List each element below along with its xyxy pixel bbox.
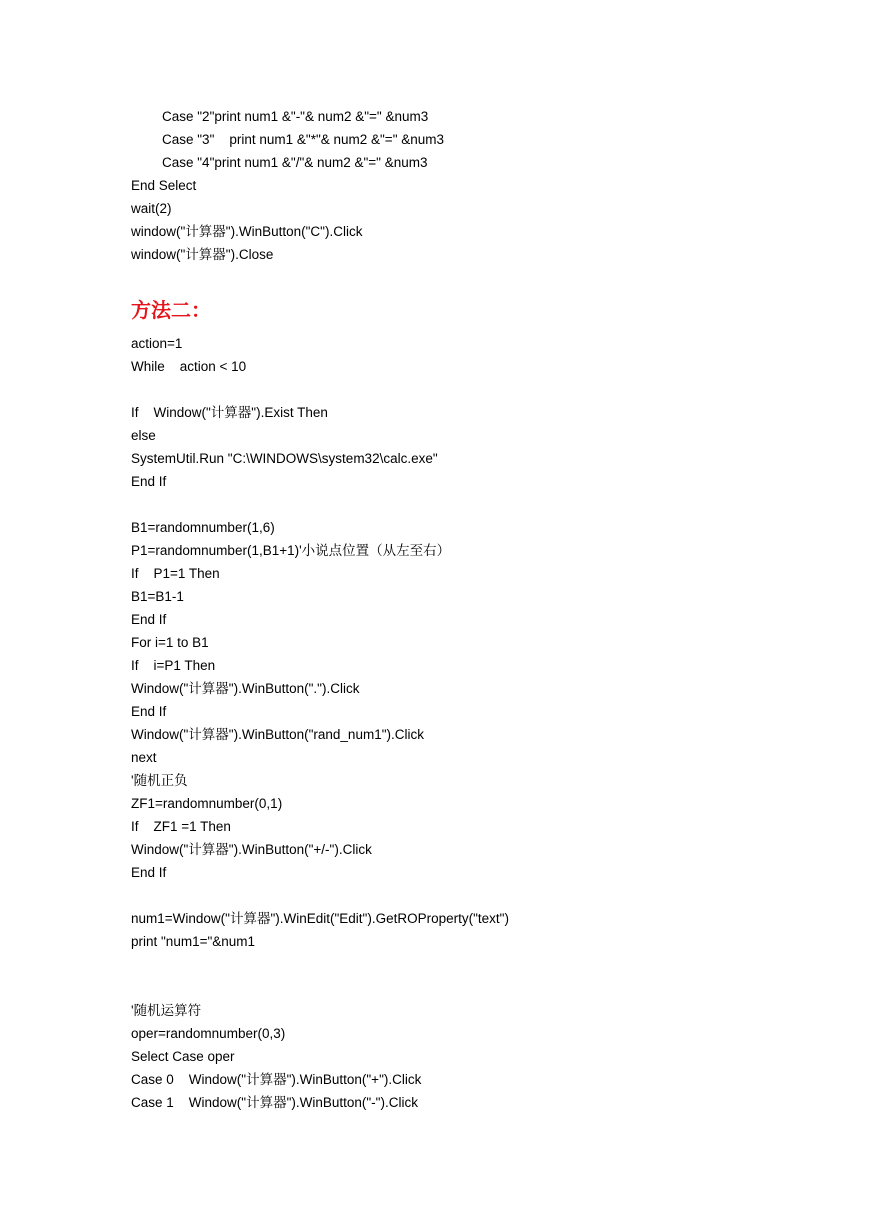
blank-line (131, 378, 831, 401)
code-line: num1=Window("计算器").WinEdit("Edit").GetROProperty("text") (131, 911, 509, 926)
code-line: window("计算器").Close (131, 247, 274, 262)
section-heading-method-two: 方法二： (131, 298, 211, 322)
code-comment-line: '随机运算符 (131, 1003, 202, 1018)
code-line: oper=randomnumber(0,3) (131, 1026, 286, 1041)
code-line: If ZF1 =1 Then (131, 819, 231, 834)
code-line: For i=1 to B1 (131, 635, 209, 650)
code-line: Case "3" print num1 &"*"& num2 &"=" &num3 (162, 132, 445, 147)
code-line: print "num1="&num1 (131, 934, 256, 949)
code-line: B1=B1-1 (131, 589, 184, 604)
code-line: B1=randomnumber(1,6) (131, 520, 275, 535)
code-line: else (131, 428, 156, 443)
code-line: ZF1=randomnumber(0,1) (131, 796, 283, 811)
code-line: Case 1 Window("计算器").WinButton("-").Click (131, 1095, 418, 1110)
code-line: Select Case oper (131, 1049, 235, 1064)
code-comment-line: '随机正负 (131, 773, 188, 788)
code-line: Window("计算器").WinButton("+/-").Click (131, 842, 372, 857)
blank-line (131, 884, 831, 907)
code-line: If P1=1 Then (131, 566, 220, 581)
code-line: While action < 10 (131, 359, 247, 374)
code-line: End If (131, 865, 167, 880)
code-line: window("计算器").WinButton("C").Click (131, 224, 363, 239)
code-line: End Select (131, 178, 197, 193)
code-line: Window("计算器").WinButton("rand_num1").Click (131, 727, 424, 742)
code-line: If Window("计算器").Exist Then (131, 405, 328, 420)
code-block-method-one-end (131, 105, 831, 266)
blank-line (131, 493, 831, 516)
code-line: End If (131, 612, 167, 627)
code-line: If i=P1 Then (131, 658, 216, 673)
code-line: wait(2) (131, 201, 172, 216)
code-line: End If (131, 704, 167, 719)
code-line: next (131, 750, 157, 765)
code-line: SystemUtil.Run "C:\WINDOWS\system32\calc.exe" (131, 451, 438, 466)
code-block-method-two (131, 332, 831, 1114)
blank-line (131, 953, 831, 976)
code-line: Window("计算器").WinButton(".").Click (131, 681, 360, 696)
code-line: action=1 (131, 336, 183, 351)
code-line: P1=randomnumber(1,B1+1)'小说点位置（从左至右） (131, 543, 451, 558)
code-line: Case "2"print num1 &"-"& num2 &"=" &num3 (162, 109, 429, 124)
code-line: End If (131, 474, 167, 489)
code-line: Case "4"print num1 &"/"& num2 &"=" &num3 (162, 155, 428, 170)
code-line: Case 0 Window("计算器").WinButton("+").Click (131, 1072, 422, 1087)
blank-line (131, 976, 831, 999)
